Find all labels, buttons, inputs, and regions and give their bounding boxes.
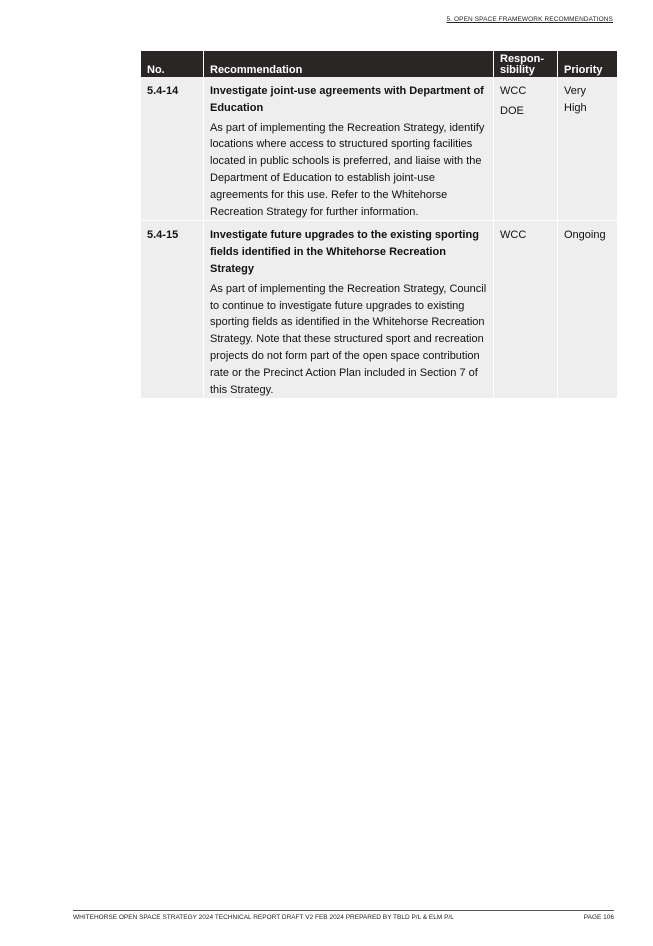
responsibility-entry: DOE: [500, 104, 524, 117]
section-header: 5. OPEN SPACE FRAMEWORK RECOMMENDATIONS: [446, 16, 613, 23]
footer-document-info: WHITEHORSE OPEN SPACE STRATEGY 2024 TECHNICAL REPORT DRAFT V2 FEB 2024 PREPARED BY TBLD P/L & ELM P/L: [73, 914, 454, 921]
page-number: PAGE 106: [583, 914, 614, 921]
priority-cell: [557, 77, 617, 221]
recommendation-cell: [203, 221, 493, 399]
priority-value: Very High: [564, 85, 587, 114]
page-footer: [73, 910, 614, 921]
table-row: [141, 77, 617, 221]
priority-cell: [557, 221, 617, 399]
recommendations-table: [141, 51, 617, 399]
recommendation-number-cell: [141, 221, 203, 399]
column-header-priority: Priority: [557, 51, 617, 77]
responsibility-entry: WCC: [500, 229, 527, 242]
recommendation-description: As part of implementing the Recreation Strategy, Council to continue to investigate future upgrades to existing sporting fields as identified in the Whitehorse Recreation Strategy. Note that these structured sport and recreation projects do not form part of the open space contribution rate or the Precinct Action Plan included in Section 7 of this Strategy.: [210, 282, 487, 396]
recommendation-title: Investigate future upgrades to the existing sporting fields identified in the Whitehorse Recreation Strategy: [210, 229, 479, 275]
table-header-row: [141, 51, 617, 77]
recommendation-title: Investigate joint-use agreements with Department of Education: [210, 85, 484, 114]
recommendation-number-cell: [141, 77, 203, 221]
column-header-recommendation: Recommendation: [203, 51, 493, 77]
responsibility-cell: [493, 221, 557, 399]
recommendation-cell: [203, 77, 493, 221]
recommendation-number: 5.4-14: [147, 85, 179, 97]
table-row: [141, 221, 617, 399]
recommendation-number: 5.4-15: [147, 229, 179, 242]
priority-value: Ongoing: [564, 229, 606, 242]
column-header-responsibility: Respon- sibility: [493, 51, 557, 77]
responsibility-entry: WCC: [500, 85, 527, 97]
responsibility-cell: [493, 77, 557, 221]
recommendation-description: As part of implementing the Recreation Strategy, identify locations where access to structured sporting facilities located in public schools is preferred, and liaise with the Department of Education to establish joint-use agreements for this use. Refer to the Whitehorse Recreation Strategy for further information.: [210, 121, 485, 218]
column-header-no: No.: [141, 51, 203, 77]
